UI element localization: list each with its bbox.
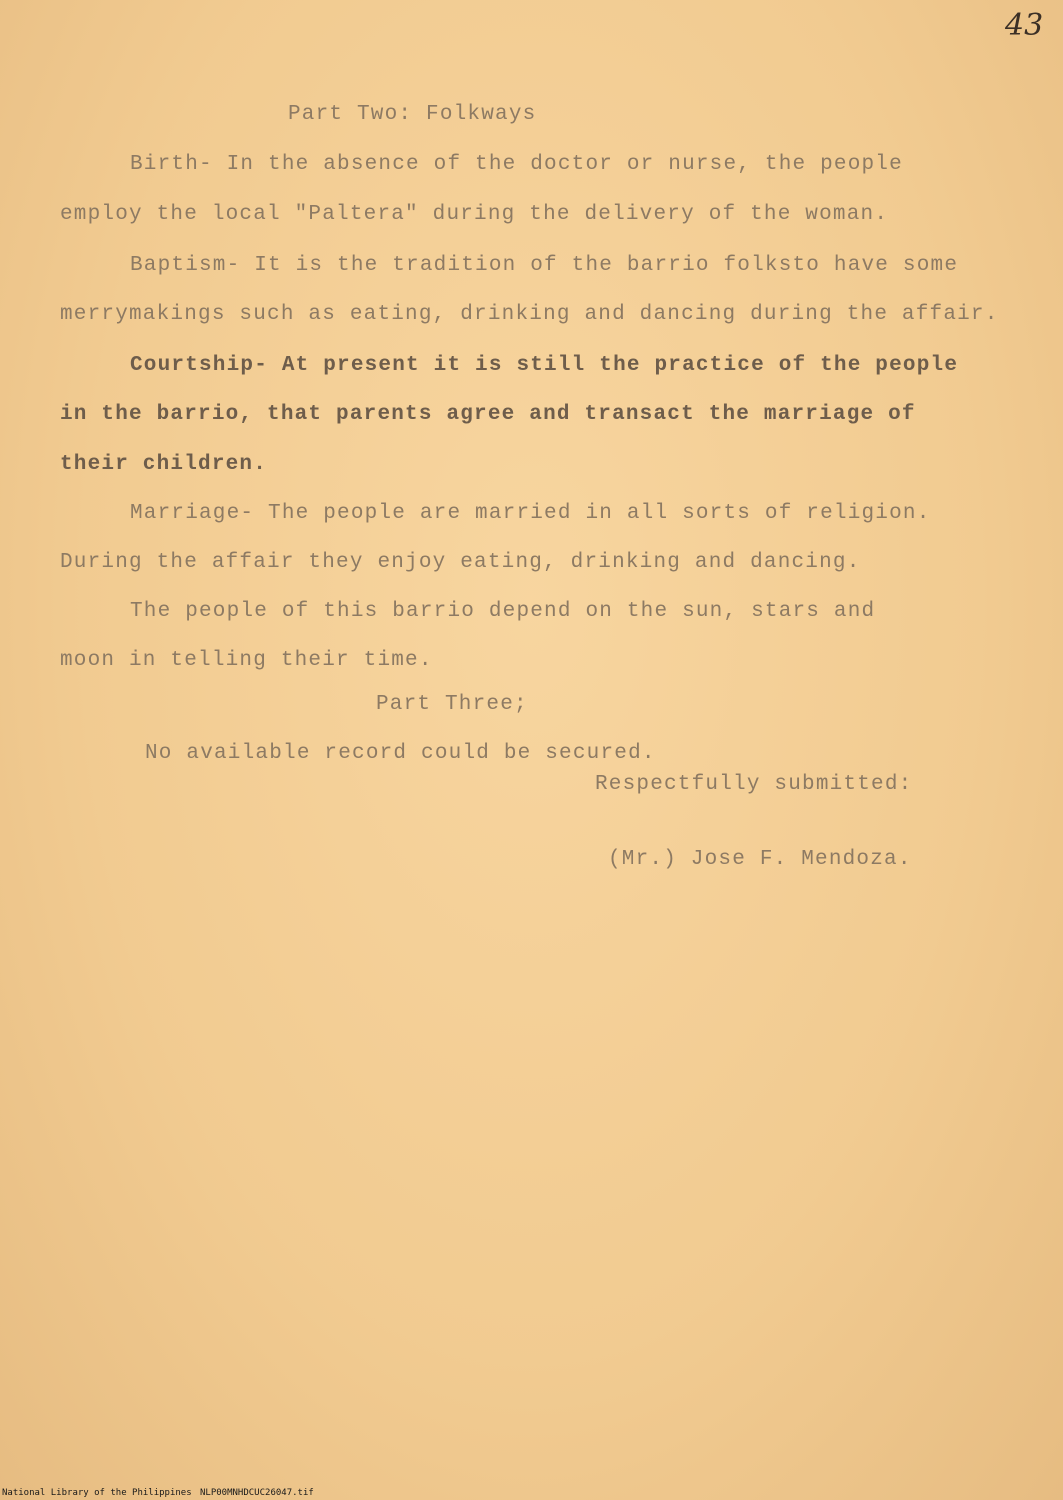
no-record-text: No available record could be secured. — [145, 742, 656, 765]
signature-name: (Mr.) Jose F. Mendoza. — [608, 848, 912, 871]
marriage-line-2: During the affair they enjoy eating, drinking and dancing. — [60, 551, 861, 574]
birth-line-2: employ the local "Paltera" during the delivery of the woman. — [60, 203, 889, 226]
time-line-1: The people of this barrio depend on the sun, stars and — [130, 600, 876, 623]
courtship-line-1: Courtship- At present it is still the practice of the people — [130, 354, 959, 377]
footer-filename: NLP00MNHDCUC26047.tif — [200, 1488, 314, 1498]
baptism-line-2: merrymakings such as eating, drinking and dancing during the affair. — [60, 303, 999, 326]
part-three-heading: Part Three; — [376, 693, 528, 716]
birth-line-1: Birth- In the absence of the doctor or nurse, the people — [130, 153, 903, 176]
courtship-line-3: their children. — [60, 453, 268, 476]
closing-text: Respectfully submitted: — [595, 773, 913, 796]
baptism-line-1: Baptism- It is the tradition of the barrio folksto have some — [130, 254, 959, 277]
courtship-line-2: in the barrio, that parents agree and transact the marriage of — [60, 403, 916, 426]
footer-library: National Library of the Philippines — [2, 1488, 192, 1498]
time-line-2: moon in telling their time. — [60, 649, 433, 672]
section-title: Part Two: Folkways — [288, 103, 537, 126]
page-number: 43 — [1005, 8, 1044, 43]
marriage-line-1: Marriage- The people are married in all sorts of religion. — [130, 502, 931, 525]
